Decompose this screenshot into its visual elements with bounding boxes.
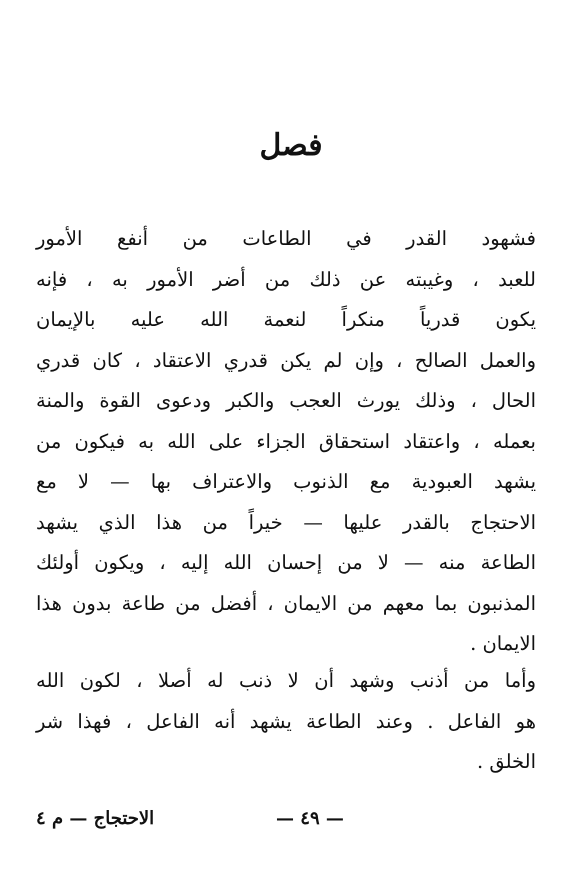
text-line: الايمان . [470,632,536,655]
paragraph-2 [36,661,536,783]
text-line: للعبد ، وغيبته عن ذلك من أضر الأمور به ، فإنه [36,267,536,291]
text-line: المذنبون بما معهم من الايمان ، أفضل من طاعة بدون هذا [36,591,536,615]
page-footer [36,808,536,838]
text-line: وأما من أذنب وشهد أن لا ذنب له أصلا ، لكون الله [36,669,536,692]
text-line: الطاعة منه — لا من إحسان الله إليه ، ويكون أولئك [36,551,536,574]
section-heading: فصل [259,128,323,163]
text-line: فشهود القدر في الطاعات من أنفع الأمور [36,227,536,250]
text-line: يشهد العبودية مع الذنوب والاعتراف بها — لا مع [36,470,536,493]
page-number: — ٤٩ — [276,808,344,829]
text-line: الحال ، وذلك يورث العجب والكبر ودعوى القوة والمنة [36,389,536,412]
text-line: يكون قدرياً منكراً لنعمة الله عليه بالإيمان [36,308,536,331]
paragraph-1 [36,219,536,665]
text-line: والعمل الصالح ، وإن لم يكن قدري الاعتقاد ، كان قدري [36,348,536,372]
text-line: الخلق . [476,750,536,773]
text-line: الاحتجاج بالقدر عليها — خيراً من هذا الذي يشهد [36,510,536,534]
text-line: بعمله ، واعتقاد استحقاق الجزاء على الله به فيكون من [36,429,536,453]
footer-signature: الاحتجاج — م ٤ [36,808,155,829]
text-line: هو الفاعل . وعند الطاعة يشهد أنه الفاعل ، فهذا شر [36,709,536,733]
